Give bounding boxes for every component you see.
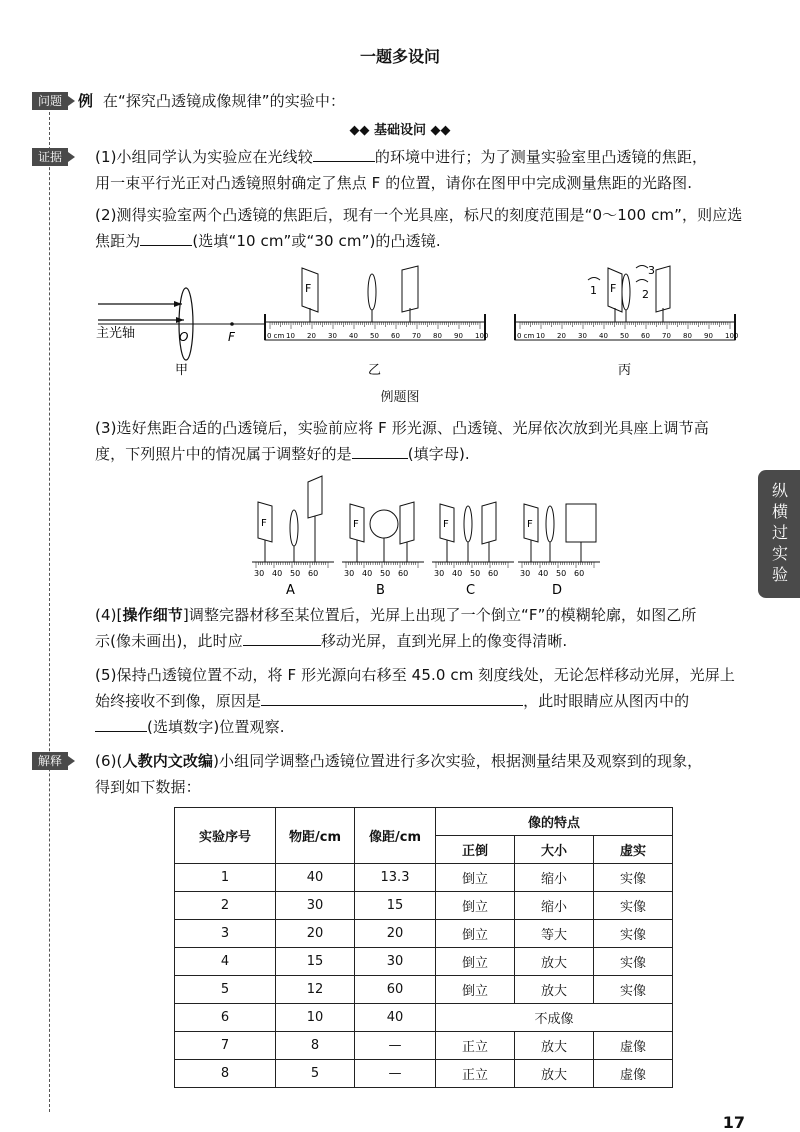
table-cell: 实像 (594, 864, 673, 892)
table-row (175, 1060, 673, 1088)
table-cell: 实像 (594, 948, 673, 976)
q3-line1: (3)选好焦距合适的凸透镜后，实验前应将 F 形光源、凸透镜、光屏依次放到光具座上调节高 (95, 419, 709, 437)
example-label: 例 (78, 92, 94, 110)
q3-line2: 度，下列照片中的情况属于调整好的是 (填字母). (95, 445, 470, 463)
table-cell: 5 (276, 1060, 355, 1088)
table-cell: 15 (355, 892, 436, 920)
diagram-bing (515, 264, 738, 340)
ruler-tick-label: 20 (307, 332, 316, 340)
table-row (175, 892, 673, 920)
diagram-yi (265, 266, 488, 340)
table-cell: 15 (276, 948, 355, 976)
table-cell: 倒立 (436, 948, 515, 976)
table-cell: 4 (175, 948, 276, 976)
col-v: 像距/cm (355, 808, 436, 864)
table-cell: 8 (175, 1060, 276, 1088)
q5-line1: (5)保持凸透镜位置不动，将 F 形光源向右移至 45.0 cm 刻度线处，无论怎样移动光屏，光屏上 (95, 666, 735, 684)
q6-line1: (6)(人教内文改编)小组同学调整凸透镜位置进行多次实验，根据测量结果及观察到的现象， (95, 752, 703, 770)
margin-dashed-line (49, 112, 50, 1112)
table-row (175, 976, 673, 1004)
figure-caption: 例题图 (380, 390, 420, 405)
ruler-tick-label: 20 (557, 332, 566, 340)
option-tick-label: 30 (434, 569, 445, 578)
table-cell: 40 (276, 864, 355, 892)
table-cell: 缩小 (515, 864, 594, 892)
table-cell: 1 (175, 864, 276, 892)
table-row (175, 864, 673, 892)
table-row (175, 948, 673, 976)
ruler-tick-label: 30 (328, 332, 337, 340)
q4-line1: (4)[操作细节]调整完器材移至某位置后，光屏上出现了一个倒立“F”的模糊轮廓，如图乙所 (95, 606, 697, 624)
q5-line3: (选填数字)位置观察. (95, 715, 760, 739)
ruler-tick-label: 100 (475, 332, 489, 340)
option-tick-label: 50 (470, 569, 481, 578)
ruler-tick-label: 70 (662, 332, 671, 340)
data-table (174, 807, 673, 1088)
q3-blank[interactable] (352, 444, 408, 459)
col-feature: 像的特点 (436, 808, 673, 836)
table-row (175, 920, 673, 948)
table-cell: 正立 (436, 1032, 515, 1060)
col-no: 实验序号 (175, 808, 276, 864)
table-cell: 实像 (594, 892, 673, 920)
q5-line2: 始终接收不到像，原因是 ，此时眼睛应从图丙中的 (95, 692, 690, 710)
q1-line2: 用一束平行光正对凸透镜照射确定了焦点 F 的位置，请你在图甲中完成测量焦距的光路图. (95, 174, 693, 192)
ruler-tick-label: 90 (704, 332, 713, 340)
table-cell: 6 (175, 1004, 276, 1032)
option-tick-label: 30 (520, 569, 531, 578)
col-orient: 正倒 (436, 836, 515, 864)
table-cell: 5 (175, 976, 276, 1004)
q2-line2: 焦距为 (选填“10 cm”或“30 cm”)的凸透镜. (95, 232, 441, 250)
q2-blank[interactable] (140, 231, 192, 246)
label-yi: 乙 (368, 363, 382, 378)
table-cell: 不成像 (436, 1004, 673, 1032)
col-size: 大小 (515, 836, 594, 864)
table-cell: 30 (355, 948, 436, 976)
eye-pos-2: 2 (642, 288, 649, 301)
option-tick-label: 60 (488, 569, 499, 578)
table-cell: 虚像 (594, 1032, 673, 1060)
ruler-tick-label: 10 (286, 332, 295, 340)
source-letter: F (305, 282, 312, 295)
option-B-photo (342, 502, 424, 578)
page-title: 一题多设问 (359, 47, 440, 66)
col-u: 物距/cm (276, 808, 355, 864)
q4-blank[interactable] (243, 631, 321, 646)
table-cell: 10 (276, 1004, 355, 1032)
option-tick-label: 40 (452, 569, 463, 578)
eye-icon-2 (636, 280, 648, 283)
table-cell: 实像 (594, 976, 673, 1004)
ruler-tick-label: 80 (433, 332, 442, 340)
ruler-tick-label: 40 (349, 332, 358, 340)
col-nature: 虚实 (594, 836, 673, 864)
table-cell: 倒立 (436, 920, 515, 948)
label-F: F (228, 330, 235, 344)
diagram-jia (98, 288, 290, 360)
svg-text:F: F (261, 518, 267, 529)
label-bing: 丙 (618, 363, 632, 378)
ruler-tick-label: 0 cm (517, 332, 535, 340)
ruler-tick-label: 60 (641, 332, 650, 340)
table-cell: 缩小 (515, 892, 594, 920)
ruler-tick-label: 10 (536, 332, 545, 340)
q2-line1: (2)测得实验室两个凸透镜的焦距后，现有一个光具座，标尺的刻度范围是“0～100 cm”，则应选 (95, 206, 743, 224)
ruler-tick-label: 60 (391, 332, 400, 340)
option-tick-label: 60 (398, 569, 409, 578)
q5-blank-1[interactable] (261, 691, 523, 706)
option-B-label: B (376, 583, 385, 598)
label-O: O (179, 330, 189, 344)
ruler-tick-label: 50 (620, 332, 629, 340)
table-cell: 60 (355, 976, 436, 1004)
page-number: 17 (722, 1113, 745, 1132)
ruler-tick-label: 90 (454, 332, 463, 340)
option-tick-label: 50 (380, 569, 391, 578)
table-cell: 倒立 (436, 892, 515, 920)
option-C-label: C (466, 583, 476, 598)
ruler-tick-label: 70 (412, 332, 421, 340)
tag-wenti: 问题 (32, 92, 68, 110)
table-cell: 3 (175, 920, 276, 948)
q1-blank[interactable] (313, 147, 375, 162)
q5-blank-2[interactable] (95, 717, 147, 732)
svg-text:F: F (443, 519, 449, 530)
option-tick-label: 60 (308, 569, 319, 578)
table-cell: 等大 (515, 920, 594, 948)
q1-line1: (1)小组同学认为实验应在光线较 的环境中进行；为了测量实验室里凸透镜的焦距， (95, 148, 708, 166)
table-cell: 虚像 (594, 1060, 673, 1088)
tag-zhengju: 证据 (32, 148, 68, 166)
option-A-label: A (286, 583, 295, 598)
svg-text:F: F (353, 519, 359, 530)
tag-jieshi: 解释 (32, 752, 68, 770)
ruler-tick-label: 80 (683, 332, 692, 340)
table-cell: 2 (175, 892, 276, 920)
table-cell: 20 (276, 920, 355, 948)
q4-line2: 示(像未画出)，此时应 移动光屏，直到光屏上的像变得清晰. (95, 632, 568, 650)
option-tick-label: 50 (556, 569, 567, 578)
ruler-tick-label: 50 (370, 332, 379, 340)
ruler-tick-label: 100 (725, 332, 739, 340)
table-row (175, 1004, 673, 1032)
eye-icon-1 (588, 278, 600, 281)
table-cell: 30 (276, 892, 355, 920)
table-cell: 7 (175, 1032, 276, 1060)
table-cell: 放大 (515, 1032, 594, 1060)
figure-1 (90, 256, 750, 382)
example-line (78, 89, 743, 113)
example-text: 在“探究凸透镜成像规律”的实验中： (102, 92, 346, 110)
eye-pos-1: 1 (590, 284, 597, 297)
q6-line2: 得到如下数据： (95, 778, 201, 796)
figure-2 (250, 470, 600, 600)
table-cell: — (355, 1060, 436, 1088)
eye-icon-3 (636, 266, 648, 269)
table-cell: 8 (276, 1032, 355, 1060)
table-cell: 倒立 (436, 976, 515, 1004)
source-letter-bing: F (610, 282, 617, 295)
option-D-photo (518, 504, 600, 578)
ruler-tick-label: 40 (599, 332, 608, 340)
table-cell: 放大 (515, 948, 594, 976)
table-cell: — (355, 1032, 436, 1060)
ruler-tick-label: 30 (578, 332, 587, 340)
option-tick-label: 40 (362, 569, 373, 578)
table-cell: 12 (276, 976, 355, 1004)
option-tick-label: 40 (538, 569, 549, 578)
subtitle: ◆◆ 基础设问 ◆◆ (349, 123, 451, 138)
option-tick-label: 50 (290, 569, 301, 578)
option-A-photo (252, 476, 334, 578)
option-D-label: D (552, 583, 563, 598)
table-cell: 20 (355, 920, 436, 948)
table-cell: 放大 (515, 976, 594, 1004)
svg-text:F: F (527, 519, 533, 530)
option-tick-label: 30 (254, 569, 265, 578)
side-tab[interactable]: 纵横过实验 (758, 470, 800, 598)
table-row (175, 1032, 673, 1060)
table-cell: 40 (355, 1004, 436, 1032)
label-jia: 甲 (175, 363, 189, 378)
table-cell: 13.3 (355, 864, 436, 892)
table-cell: 倒立 (436, 864, 515, 892)
option-tick-label: 60 (574, 569, 585, 578)
ruler-tick-label: 0 cm (267, 332, 285, 340)
main-axis-label: 主光轴 (96, 326, 136, 341)
option-C-photo (432, 502, 514, 578)
option-tick-label: 30 (344, 569, 355, 578)
eye-pos-3: 3 (648, 264, 655, 277)
table-cell: 放大 (515, 1060, 594, 1088)
option-tick-label: 40 (272, 569, 283, 578)
table-cell: 正立 (436, 1060, 515, 1088)
table-cell: 实像 (594, 920, 673, 948)
